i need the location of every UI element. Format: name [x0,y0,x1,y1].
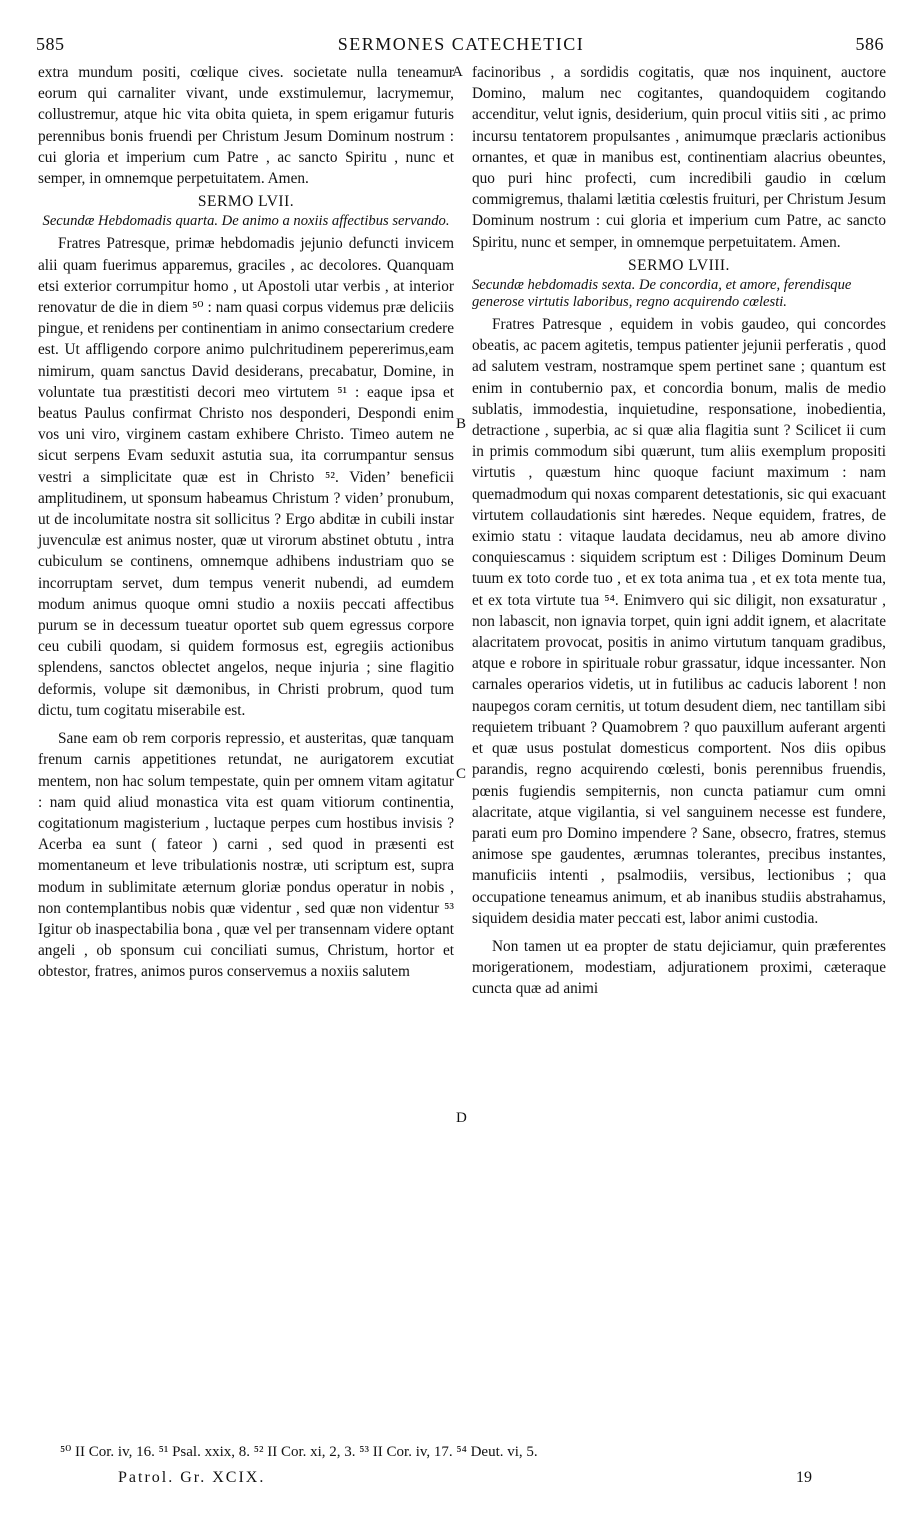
page-number-right: 586 [855,34,884,54]
margin-letter-a: A [452,64,463,80]
footnotes: ⁵⁰ II Cor. iv, 16. ⁵¹ Psal. xxix, 8. ⁵² II Cor. xi, 2, 3. ⁵³ II Cor. iv, 17. ⁵⁴ Deut. vi, 5. [60,1444,538,1460]
paragraph: facinoribus , a sordidis cogitatis, quæ nos inquinent, auctore Domino, malum nec cogitantes, quandoquidem cogitando accenditur, velut ignis, desiderium, quin procul vitiis siti , ac primo incursu tentatorem propulsantes , animumque præclaris actionibus ornantes, et quæ in manibus est, continentiam alacrius obeuntes, quo puri hinc profecti, cum incredibili gaudio in cœlum commigremus, thalami lætitia cœlestis fruituri, per Christum Jesum Dominum nostrum : cui gloria et imperium cum Patre, ac sancto Spiritu, nunc et semper, in omnemque perpetuitatem. Amen. [472,64,886,251]
page-number-left: 585 [36,34,65,54]
paragraph: Fratres Patresque , equidem in vobis gaudeo, qui concordes obeatis, ac pacem agitetis, tempus patienter jejunii perferatis , quod ad salutem vestram, nostramque spem pertinet sane ; quantum est enim in contubernio pax, et concordia bonum, malis de medio sublatis, immodestia, inquietudine, responsatione, inobedientia, detractione , superbia, ac si quæ alia flagitia sunt ? Scilicet ii cum in primis commodum sibi quærunt, tum aliis exemplum propositi virtutis , quæstum hinc quoque faciunt maximum : nam quemadmodum qui noxas comparent detestationis, sic qui exacuant virtutem collaudationis sint hæredes. Neque equidem, fratres, de eximio statu : vitaque laudata decidamus, neu ab amore divino conquiescamus : siquidem scriptum est : Diliges Dominum Deum tuum ex toto corde tuo , et ex tota anima tua , et ex tota mente tua, et ex tota virtute tua ⁵⁴. Enimvero qui sic diligit, non exsaturatur , non labascit, non ignavia torpet, quin igni addit ignem, et alacritate alacritatem provocat, positis in animo virtutum tanquam gradibus, atque e robore in spirituale robur grassatur, idque incessanter. Non carnales operarios videtis, ut in futilibus ac caducis laborent ! non naupegos coram cernitis, ut totum desudent diem, nec tantillam sibi requietem tribuant ? Quamobrem ? quo pauxillum auferant argenti et quæ usus postulat domesticus comportent. Nos diis opibus parandis, regno acquirendo cœlesti, bonis perennibus fruendis, pœnis fugiendis sempiternis, non cuncta patiamur cum omni alacritate, atque vigilantia, si vel sanguinem necesse est fundere, parati eum pro Domino impendere ? Sane, obsecro, fratres, stemus animose spe gaudentes, ærumnas tolerantes, precibus instantes, manuficiis intenti , psalmodiis, versibus, lectionibus ; qua occupatione teneamus animum, et ab inanibus studiis abstrahamus, siquidem desidia mater peccati est, labor animi custodia. [472,316,886,927]
running-title: SERMONES CATECHETICI [337,34,585,54]
paragraph: Non tamen ut ea propter de statu dejiciamur, quin præferentes morigerationem, modestiam, adjurationem proximi, cæteraque cuncta quæ ad animi [472,937,886,998]
paragraph: Fratres Patresque, primæ hebdomadis jejunio defuncti invicem alii quam fuerimus apparemus, graciles , ac decolores. Quanquam etsi exterior corrumpitur homo , ut Apostoli utar verbis , at interior renovatur de die in diem ⁵⁰ : nam quasi corpus videmus præ deliciis pingue, et renidens per continentiam in animo consectarium credere est. Ut affligendo corpore animo pulchritudinem pepererimus,eam nimirum, quam sanctus David desiderans, precabatur, Domine, in voluntate tua præstitisti decori meo virtutem ⁵¹ : eaque ipsa et beatus Paulus confirmat Christo nos desponderi, Despondi enim vos uni viro, virginem castam exhibere Christo. Timeo autem ne sicut serpens Evam seduxit astutia sua, ita corrumpantur sensus vestri a simplicitate quæ est in Christo ⁵². Viden’ beneficii amplitudinem, ut sponsum habeamus Christum ? viden’ pronubum, ut de incolumitate nostra sit sollicitus ? Ergo abditæ in cubili instar juvenculæ est animus noster, quæ ut virorum abstinet obtutu , intra cubiculum se continens, omnemque adhibens industriam quo se incorruptam servet, dum tempus venerit nubendi, ad eumdem modum animus quoque omni studio a noxiis peccati affectibus purum se in decessum tueatur oportet sub quem egressus corpore ceu cubili quodam, si quidem formosus est, egregiis actionibus splendens, sanctos oblectet angelos, neque injuria ; sine flagitio deformis, volupe sit dæmonibus, in Christi probrum, quod tum dictu, tum cogitatu miserabile est. [38,235,454,719]
footer-signature: Patrol. Gr. XCIX. [118,1469,266,1486]
sermon-title: SERMO LVIII. [628,256,730,274]
paragraph: extra mundum positi, cœlique cives. societate nulla teneamur eorum qui carnaliter vivant, unde exstimulemur, lacrymemur, collustremur, atque hic vita obita quieta, in spem erigamur futuris perennibus bonis fruendi per Christum Jesum Dominum nostrum : cui gloria et imperium cum Patre , ac sancto Spiritu , nunc et semper, in omnemque perpetuitatem. Amen. [38,64,454,188]
footer-page-number: 19 [796,1469,812,1486]
paragraph: Sane eam ob rem corporis repressio, et austeritas, quæ tanquam frenum carnis appetitiones retundat, ne aurigatorem excutiat mentem, non hac solum tempestate, quin per omnem vitam agitatur : nam quid aliud monastica vita est quam vitiorum continentia, cogitationum magisterium , luctaque perpes cum hostibus invisis ? Acerba ea sunt ( fateor ) carni , sed quod in præsenti est momentaneum et leve tribulationis nostræ, uti scriptum est, supra modum in sublimitate æternum gloriæ pondus operatur in nobis , non contemplantibus nobis quæ videntur , sed quæ non videntur ⁵³ Igitur ob inaspectabilia bona , quæ vel per transennam videre optant angeli , ob sponsum cui conciliati sumus, Christum, hortor et obtestor, fratres, animos puros conservemus a noxiis salutem [38,730,454,981]
margin-letter-d: D [456,1110,467,1126]
margin-letter-c: C [456,766,467,782]
margin-letter-b: B [456,416,467,432]
sermon-title: SERMO LVII. [197,193,295,211]
right-column [472,62,886,1000]
sermon-rubric: Secundæ Hebdomadis quarta. De animo a noxiis affectibus servando. [42,213,450,230]
left-column [38,62,454,983]
sermon-rubric: Secundæ hebdomadis sexta. De concordia, et amore, ferendisque generose virtutis laboribus, regno acquirendo cœlesti. [472,277,852,311]
page-header [0,34,922,58]
